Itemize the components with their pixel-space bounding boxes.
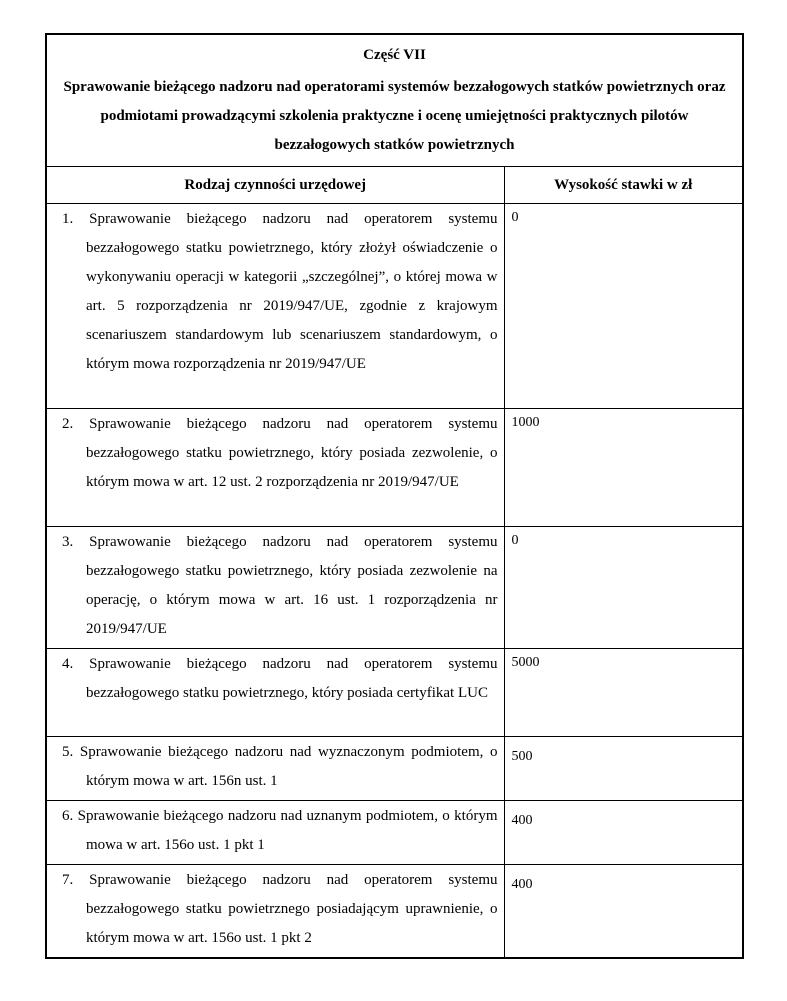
activity-cell <box>46 204 504 409</box>
column-header-row <box>46 167 743 204</box>
rate-cell: 1000 <box>504 409 743 527</box>
rate-cell: 5000 <box>504 649 743 737</box>
activity-text: 6. Sprawowanie bieżącego nadzoru nad uznanym podmiotem, o którym mowa w art. 156o ust. 1 pkt 1 <box>62 808 498 853</box>
table-row <box>46 527 743 649</box>
table-row <box>46 801 743 865</box>
activity-cell <box>46 801 504 865</box>
activity-cell <box>46 527 504 649</box>
activity-text: 7. Sprawowanie bieżącego nadzoru nad operatorem systemu bezzałogowego statku powietrznego posiadającym uprawnienie, o którym mowa w art. 156o ust. 1 pkt 2 <box>62 872 498 946</box>
rate-cell: 500 <box>504 737 743 801</box>
table-row <box>46 865 743 959</box>
activity-text: 2. Sprawowanie bieżącego nadzoru nad operatorem systemu bezzałogowego statku powietrznego, który posiada zezwolenie, o którym mowa w art. 12 ust. 2 rozporządzenia nr 2019/947/UE <box>62 416 498 490</box>
activity-text: 3. Sprawowanie bieżącego nadzoru nad operatorem systemu bezzałogowego statku powietrznego, który posiada zezwolenie na operację, o którym mowa w art. 16 ust. 1 rozporządzenia nr 2019/947/UE <box>62 534 498 637</box>
part-title: Sprawowanie bieżącego nadzoru nad operatorami systemów bezzałogowych statków powietrznych oraz podmiotami prowadzącymi szkolenia praktyczne i ocenę umiejętności praktycznych pilotów bezzałogowych statków powietrznych <box>63 79 726 153</box>
table-row <box>46 409 743 527</box>
rate-cell: 400 <box>504 801 743 865</box>
activity-cell <box>46 649 504 737</box>
rate-cell: 0 <box>504 204 743 409</box>
table-row <box>46 737 743 801</box>
activity-cell <box>46 409 504 527</box>
rate-cell: 400 <box>504 865 743 959</box>
fee-table <box>45 33 744 959</box>
activity-cell <box>46 865 504 959</box>
activity-text: 5. Sprawowanie bieżącego nadzoru nad wyznaczonym podmiotem, o którym mowa w art. 156n ust. 1 <box>62 744 498 789</box>
part-header-row <box>46 34 743 167</box>
column-header-activity: Rodzaj czynności urzędowej <box>46 167 504 204</box>
activity-text: 1. Sprawowanie bieżącego nadzoru nad operatorem systemu bezzałogowego statku powietrznego, który złożył oświadczenie o wykonywaniu operacji w kategorii „szczególnej”, o której mowa w art. 5 rozporządzenia nr 2019/947/UE, zgodnie z krajowym scenariuszem standardowym lub scenariuszem standardowym, o którym mowa rozporządzenia nr 2019/947/UE <box>62 211 498 372</box>
activity-cell <box>46 737 504 801</box>
part-header-cell <box>46 34 743 167</box>
rate-cell: 0 <box>504 527 743 649</box>
column-header-rate: Wysokość stawki w zł <box>504 167 743 204</box>
table-row <box>46 204 743 409</box>
activity-text: 4. Sprawowanie bieżącego nadzoru nad operatorem systemu bezzałogowego statku powietrznego, który posiada certyfikat LUC <box>62 656 498 701</box>
part-number: Część VII <box>363 47 426 63</box>
table-row <box>46 649 743 737</box>
